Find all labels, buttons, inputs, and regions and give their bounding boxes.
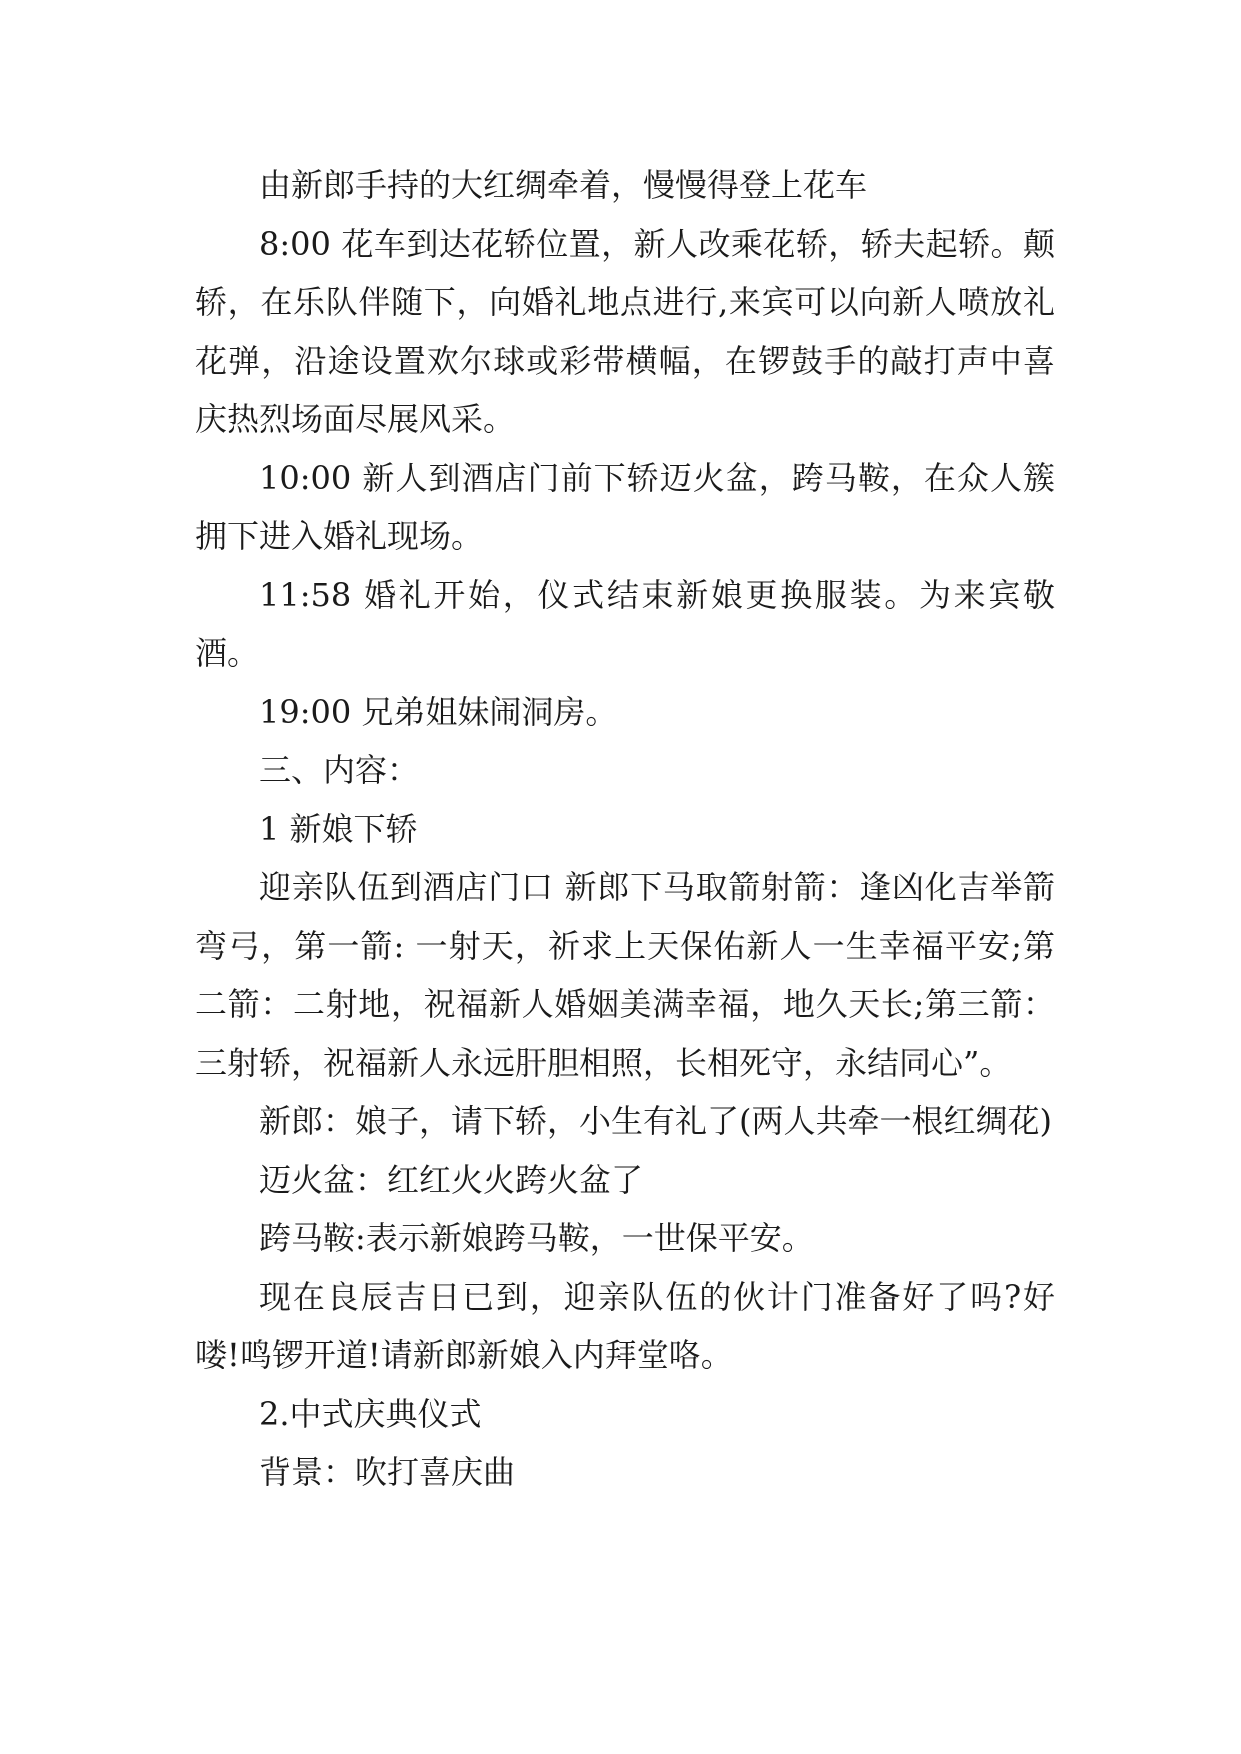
paragraph: 由新郎手持的大红绸牵着，慢慢得登上花车 — [259, 166, 868, 204]
section-heading: 三、内容： — [259, 751, 420, 789]
paragraph: 跨马鞍:表示新娘跨马鞍，一世保平安。 — [259, 1219, 814, 1257]
paragraph: 19:00 兄弟姐妹闹洞房。 — [259, 692, 618, 731]
paragraph: 迈火盆：红红火火跨火盆了 — [259, 1160, 644, 1199]
subsection-heading: 1 新娘下轿 — [259, 809, 418, 848]
paragraph: 背景：吹打喜庆曲 — [259, 1453, 516, 1491]
paragraph: 现在良辰吉日已到，迎亲队伍的伙计门准备好了吗?好喽!鸣锣开道!请新郎新娘入内拜堂咯。 — [195, 1277, 1055, 1374]
paragraph: 迎亲队伍到酒店门口 新郎下马取箭射箭：逢凶化吉举箭弯弓，第一箭: 一射天，祈求上天保佑新人一生幸福平安;第二箭：二射地，祝福新人婚姻美满幸福，地久天长;第三箭：三射轿，祝福新人永远肝胆相照，长相死守，永结同心”。 — [195, 868, 1055, 1082]
paragraph: 10:00 新人到酒店门前下轿迈火盆，跨马鞍，在众人簇拥下进入婚礼现场。 — [195, 458, 1055, 555]
paragraph: 8:00 花车到达花轿位置，新人改乘花轿，轿夫起轿。颠轿，在乐队伴随下，向婚礼地点进行,来宾可以向新人喷放礼花弹，沿途设置欢尔球或彩带横幅，在锣鼓手的敲打声中喜庆热烈场面尽展风采。 — [195, 224, 1055, 438]
document-body — [195, 156, 1055, 1502]
paragraph: 新郎：娘子，请下轿，小生有礼了(两人共牵一根红绸花) — [259, 1102, 1052, 1140]
paragraph: 11:58 婚礼开始，仪式结束新娘更换服装。为来宾敬酒。 — [195, 575, 1055, 672]
subsection-heading: 2.中式庆典仪式 — [259, 1394, 482, 1433]
